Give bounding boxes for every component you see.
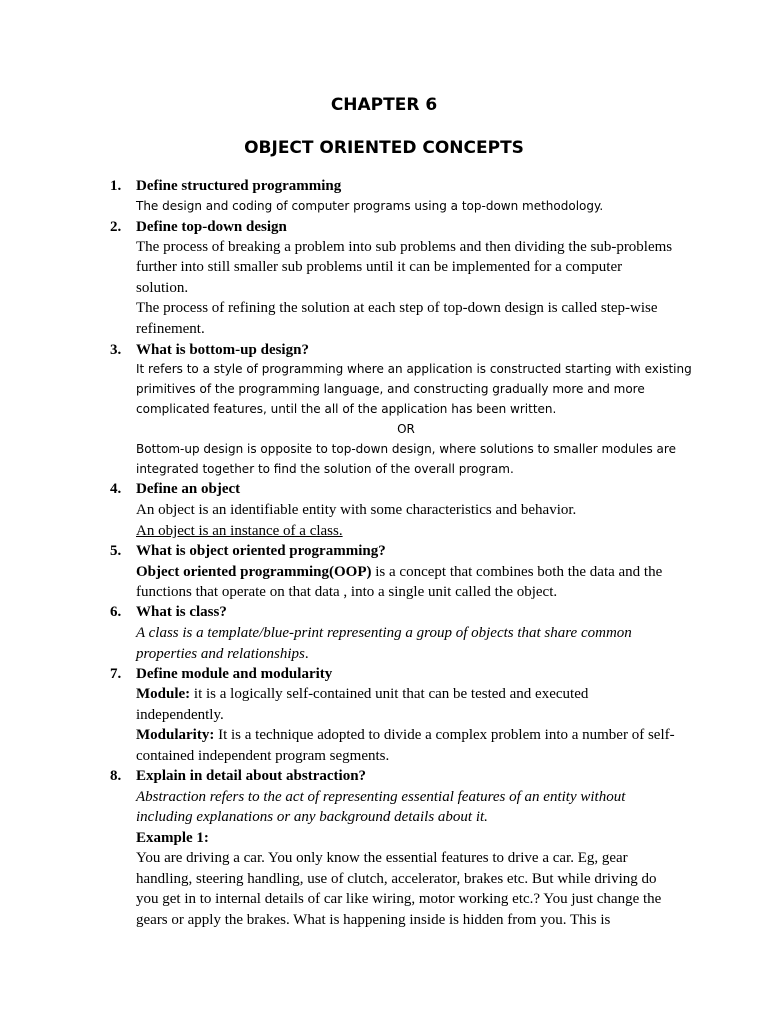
term-bold: Modularity: bbox=[136, 727, 215, 743]
answer-text: . bbox=[304, 646, 309, 662]
question-heading: Define an object bbox=[136, 481, 241, 497]
answer-line bbox=[136, 686, 588, 703]
answer-line bbox=[136, 564, 662, 581]
item-number: 8. bbox=[110, 768, 122, 784]
answer-line: integrated together to find the solution of the overall program. bbox=[136, 462, 514, 476]
item-number: 3. bbox=[110, 342, 122, 358]
answer-line: The process of refining the solution at each step of top-down design is called step-wise bbox=[136, 300, 658, 316]
answer-line: functions that operate on that data , into a single unit called the object. bbox=[136, 584, 558, 600]
term-bold: Module: bbox=[136, 686, 191, 702]
item-number: 4. bbox=[110, 481, 122, 497]
page-title: OBJECT ORIENTED CONCEPTS bbox=[244, 138, 524, 158]
answer-line: The process of breaking a problem into sub problems and then dividing the sub-problems bbox=[136, 239, 673, 255]
answer-line: gears or apply the brakes. What is happening inside is hidden from you. This is bbox=[136, 912, 611, 928]
answer-line: refinement. bbox=[136, 321, 205, 337]
answer-text: properties and relationships bbox=[136, 646, 305, 662]
item-number: 1. bbox=[110, 178, 122, 194]
answer-line: Abstraction refers to the act of representing essential features of an entity without bbox=[136, 789, 626, 805]
answer-line: further into still smaller sub problems until it can be implemented for a computer bbox=[136, 259, 623, 275]
answer-line: It refers to a style of programming where an application is constructed starting with existing bbox=[136, 362, 692, 376]
item-number: 6. bbox=[110, 604, 122, 620]
answer-text: It is a technique adopted to divide a complex problem into a number of self- bbox=[214, 727, 675, 743]
question-heading: What is bottom-up design? bbox=[136, 342, 309, 358]
answer-line: including explanations or any background details about it. bbox=[136, 809, 488, 825]
question-heading: What is class? bbox=[136, 604, 227, 620]
answer-line: A class is a template/blue-print representing a group of objects that share common bbox=[136, 625, 632, 641]
item-number: 7. bbox=[110, 666, 122, 682]
answer-text: it is a logically self-contained unit that can be tested and executed bbox=[190, 686, 589, 702]
question-heading: Define module and modularity bbox=[136, 666, 333, 682]
question-heading: Define top-down design bbox=[136, 219, 287, 235]
question-heading: Define structured programming bbox=[136, 178, 342, 194]
answer-line: An object is an identifiable entity with some characteristics and behavior. bbox=[136, 502, 577, 518]
chapter-heading: CHAPTER 6 bbox=[330, 95, 438, 115]
answer-line: solution. bbox=[136, 280, 189, 296]
answer-line-underlined: An object is an instance of a class. bbox=[136, 523, 343, 539]
item-number: 2. bbox=[110, 219, 122, 235]
answer-line: contained independent program segments. bbox=[136, 748, 390, 764]
answer-line: independently. bbox=[136, 707, 224, 723]
answer-line: handling, steering handling, use of clutch, accelerator, brakes etc. But while driving do bbox=[136, 871, 657, 887]
example-label: Example 1: bbox=[136, 830, 209, 846]
answer-line: primitives of the programming language, and constructing gradually more and more bbox=[136, 382, 645, 396]
answer-line: complicated features, until the all of the application has been written. bbox=[136, 402, 557, 416]
question-heading: Explain in detail about abstraction? bbox=[136, 768, 367, 784]
or-separator: OR bbox=[397, 422, 415, 436]
answer-line bbox=[136, 646, 309, 663]
answer-line: The design and coding of computer programs using a top-down methodology. bbox=[136, 199, 604, 213]
answer-line: You are driving a car. You only know the essential features to drive a car. Eg, gear bbox=[136, 850, 628, 866]
answer-text: is a concept that combines both the data and the bbox=[371, 564, 663, 580]
answer-line: you get in to internal details of car like wiring, motor working etc.? You just change the bbox=[136, 891, 662, 907]
term-bold: Object oriented programming(OOP) bbox=[136, 564, 372, 580]
answer-line bbox=[136, 727, 675, 744]
answer-line: Bottom-up design is opposite to top-down design, where solutions to smaller modules are bbox=[136, 442, 676, 456]
item-number: 5. bbox=[110, 543, 122, 559]
question-heading: What is object oriented programming? bbox=[136, 543, 386, 559]
